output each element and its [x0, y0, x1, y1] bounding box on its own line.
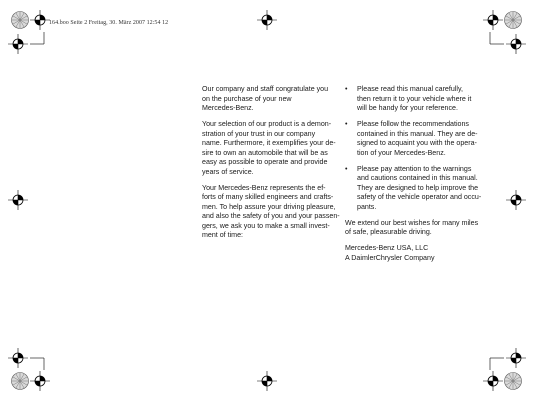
text-line: and cautions contained in this manual.	[357, 174, 478, 182]
text-line: contained in this manual. They are de-	[357, 129, 478, 138]
text-line: of safe, pleasurable driving.	[345, 228, 432, 236]
text-line: ment of time:	[202, 231, 244, 239]
text-line: Please read this manual carefully,	[357, 85, 463, 93]
starburst-mark-top-right	[505, 12, 522, 29]
registration-mark-right-middle	[506, 190, 526, 210]
text-line: stration of your trust in our company	[202, 129, 316, 138]
text-line: A DaimlerChrysler Company	[345, 253, 435, 262]
registration-mark-top-right	[483, 10, 503, 30]
bullet-item-3	[345, 165, 485, 213]
registration-mark-left-lower	[8, 348, 28, 368]
text-line: They are designed to help improve the	[357, 183, 479, 192]
bullet-dot: •	[345, 120, 348, 128]
bullet-item-2	[345, 120, 485, 158]
text-line: name. Furthermore, it exemplifies your de-	[202, 139, 336, 147]
registration-mark-right-lower	[506, 348, 526, 368]
text-line: Please follow the recommendations	[357, 120, 469, 128]
text-line: pants.	[357, 202, 377, 211]
intro-paragraph-2	[202, 120, 342, 177]
registration-mark-left-middle	[8, 190, 28, 210]
intro-paragraph-3	[202, 184, 342, 241]
registration-mark-bottom-left	[30, 371, 50, 391]
bullet-dot: •	[345, 164, 348, 173]
starburst-mark-bottom-right	[505, 373, 522, 390]
text-line: forts of many skilled engineers and crafts-	[202, 193, 334, 201]
recommendations-column	[345, 85, 485, 270]
text-line: safety of the vehicle operator and occu-	[357, 193, 482, 201]
bullet-item-1	[345, 85, 485, 114]
intro-paragraph-1	[202, 85, 342, 114]
bullet-dot: •	[345, 85, 348, 93]
registration-mark-top-left	[30, 10, 50, 30]
print-slug: 164.boo Seite 2 Freitag, 30. März 2007 12:54 12	[49, 20, 169, 26]
text-line: tion of your Mercedes-Benz.	[357, 148, 446, 157]
text-line: then return it to your vehicle where it	[357, 94, 472, 103]
registration-mark-left-upper	[8, 34, 28, 54]
text-line: Your Mercedes-Benz represents the ef-	[202, 183, 326, 192]
registration-mark-bottom-right	[483, 371, 503, 391]
text-line: and also the safety of you and your passen-	[202, 212, 340, 220]
text-line: on the purchase of your new	[202, 94, 292, 103]
text-line: Mercedes-Benz.	[202, 104, 254, 112]
registration-mark-top-center	[257, 10, 277, 30]
text-line: Our company and staff congratulate you	[202, 85, 329, 93]
text-line: Please pay attention to the warnings	[357, 164, 472, 173]
text-line: easy as possible to operate and provide	[202, 158, 328, 166]
registration-mark-bottom-center	[257, 371, 277, 391]
intro-column	[202, 85, 342, 247]
registration-mark-right-upper	[506, 34, 526, 54]
text-line: Mercedes-Benz USA, LLC	[345, 244, 429, 252]
text-line: sire to own an automobile that will be as	[202, 148, 328, 157]
starburst-mark-bottom-left	[12, 373, 29, 390]
closing-paragraph	[345, 219, 485, 238]
text-line: Your selection of our product is a demon-	[202, 120, 332, 128]
text-line: gers, we ask you to make a small invest-	[202, 221, 330, 230]
text-line: men. To help assure your driving pleasure,	[202, 202, 336, 211]
text-line: signed to acquaint you with the opera-	[357, 139, 477, 147]
text-line: years of service.	[202, 167, 254, 176]
text-line: We extend our best wishes for many miles	[345, 218, 479, 227]
signature-block	[345, 244, 485, 263]
starburst-mark-top-left	[12, 12, 29, 29]
text-line: will be handy for your reference.	[357, 104, 458, 112]
